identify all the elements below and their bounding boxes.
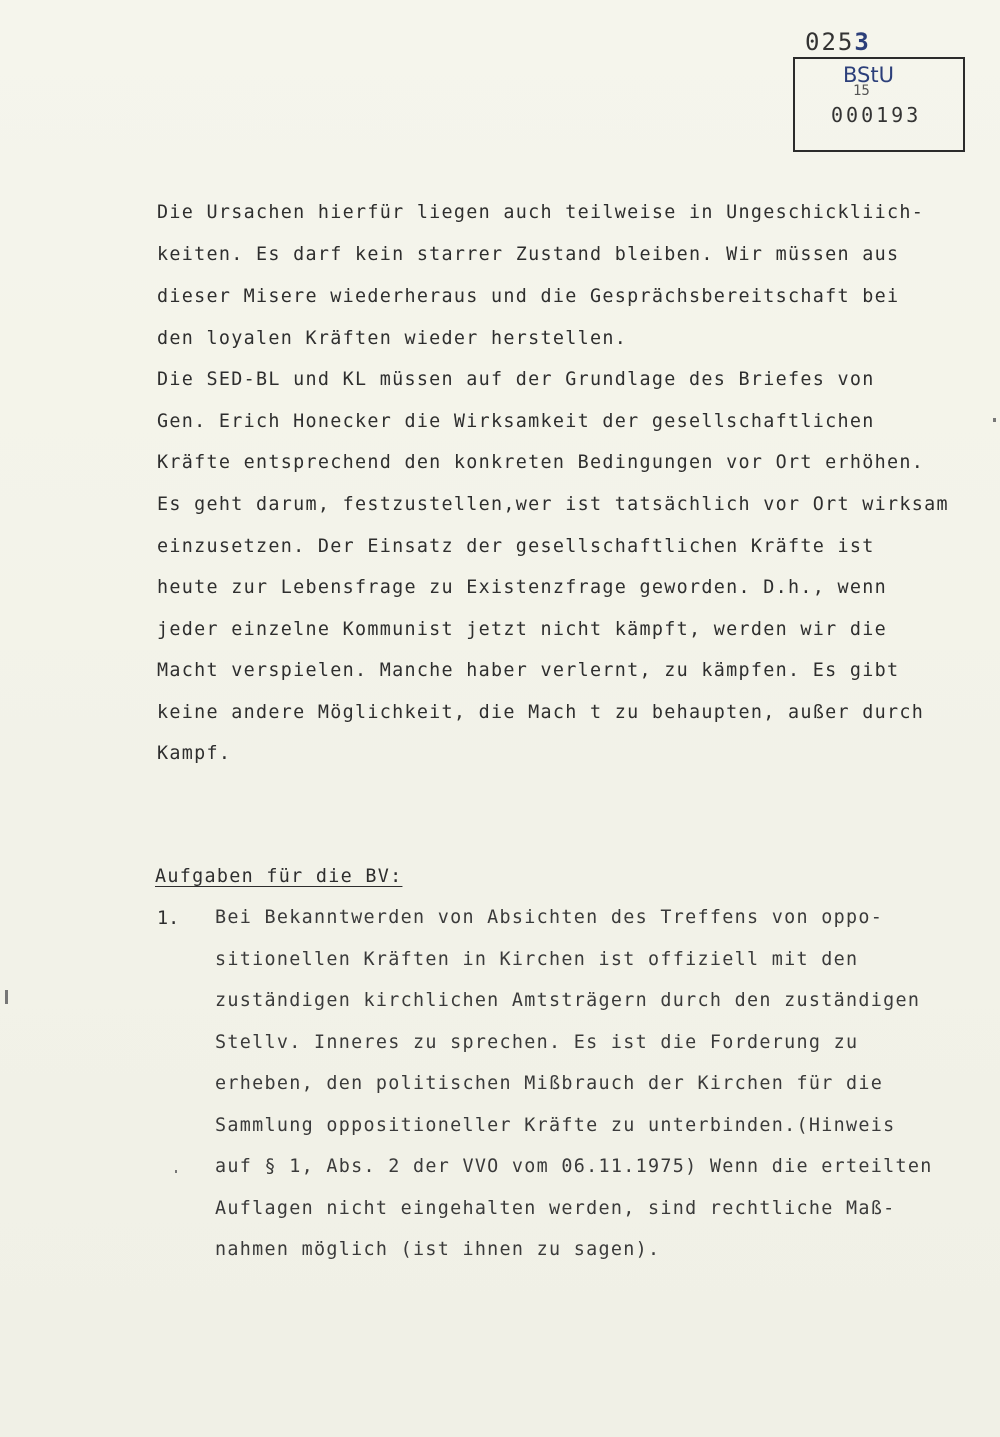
task1-number: 1. xyxy=(157,908,180,929)
task1-line: nahmen möglich (ist ihnen zu sagen). xyxy=(215,1239,661,1260)
paragraph2-line: Gen. Erich Honecker die Wirksamkeit der gesellschaftlichen xyxy=(157,411,875,432)
paragraph1-line: den loyalen Kräften wieder herstellen. xyxy=(157,328,628,349)
task1-line: zuständigen kirchlichen Amtsträgern durch den zuständigen xyxy=(215,990,921,1011)
scan-speck xyxy=(175,1170,177,1173)
task1-line: Stellv. Inneres zu sprechen. Es ist die Forderung zu xyxy=(215,1032,859,1053)
archive-serial: 000193 xyxy=(831,103,922,127)
paragraph1-line: Die Ursachen hierfür liegen auch teilweise in Ungeschickliich- xyxy=(157,202,925,223)
folio-number-last-digit: 3 xyxy=(854,28,871,56)
folio-number xyxy=(805,28,871,56)
paragraph2-line: Es geht darum, festzustellen,wer ist tatsächlich vor Ort wirksam xyxy=(157,494,949,515)
task1-line: Auflagen nicht eingehalten werden, sind rechtliche Maß- xyxy=(215,1198,896,1219)
paragraph2-line: Kräfte entsprechend den konkreten Bedingungen vor Ort erhöhen. xyxy=(157,452,925,473)
paragraph2-line: heute zur Lebensfrage zu Existenzfrage geworden. D.h., wenn xyxy=(157,577,887,598)
paragraph2-line: jeder einzelne Kommunist jetzt nicht kämpft, werden wir die xyxy=(157,619,887,640)
archive-subnumber: 15 xyxy=(853,83,870,99)
paragraph2-line: einzusetzen. Der Einsatz der gesellschaftlichen Kräfte ist xyxy=(157,536,875,557)
archive-stamp xyxy=(793,57,965,152)
paragraph2-line: Die SED-BL und KL müssen auf der Grundlage des Briefes von xyxy=(157,369,875,390)
scan-speck xyxy=(5,990,8,1004)
scan-speck xyxy=(993,418,996,422)
paragraph2-line: Macht verspielen. Manche haber verlernt, zu kämpfen. Es gibt xyxy=(157,660,900,681)
task1-line: sitionellen Kräften in Kirchen ist offiziell mit den xyxy=(215,949,859,970)
task1-line: auf § 1, Abs. 2 der VVO vom 06.11.1975) Wenn die erteilten xyxy=(215,1156,933,1177)
paragraph1-line: keiten. Es darf kein starrer Zustand bleiben. Wir müssen aus xyxy=(157,244,900,265)
task1-line: Sammlung oppositioneller Kräfte zu unterbinden.(Hinweis xyxy=(215,1115,896,1136)
paragraph1-line: dieser Misere wiederheraus und die Gesprächsbereitschaft bei xyxy=(157,286,900,307)
task1-line: Bei Bekanntwerden von Absichten des Treffens von oppo- xyxy=(215,907,884,928)
folio-number-prefix: 025 xyxy=(805,28,855,56)
tasks-heading: Aufgaben für die BV: xyxy=(155,866,403,887)
task1-line: erheben, den politischen Mißbrauch der Kirchen für die xyxy=(215,1073,884,1094)
paragraph2-line: keine andere Möglichkeit, die Mach t zu behaupten, außer durch xyxy=(157,702,925,723)
paragraph2-line: Kampf. xyxy=(157,743,232,764)
archive-name: BStU xyxy=(843,63,894,87)
